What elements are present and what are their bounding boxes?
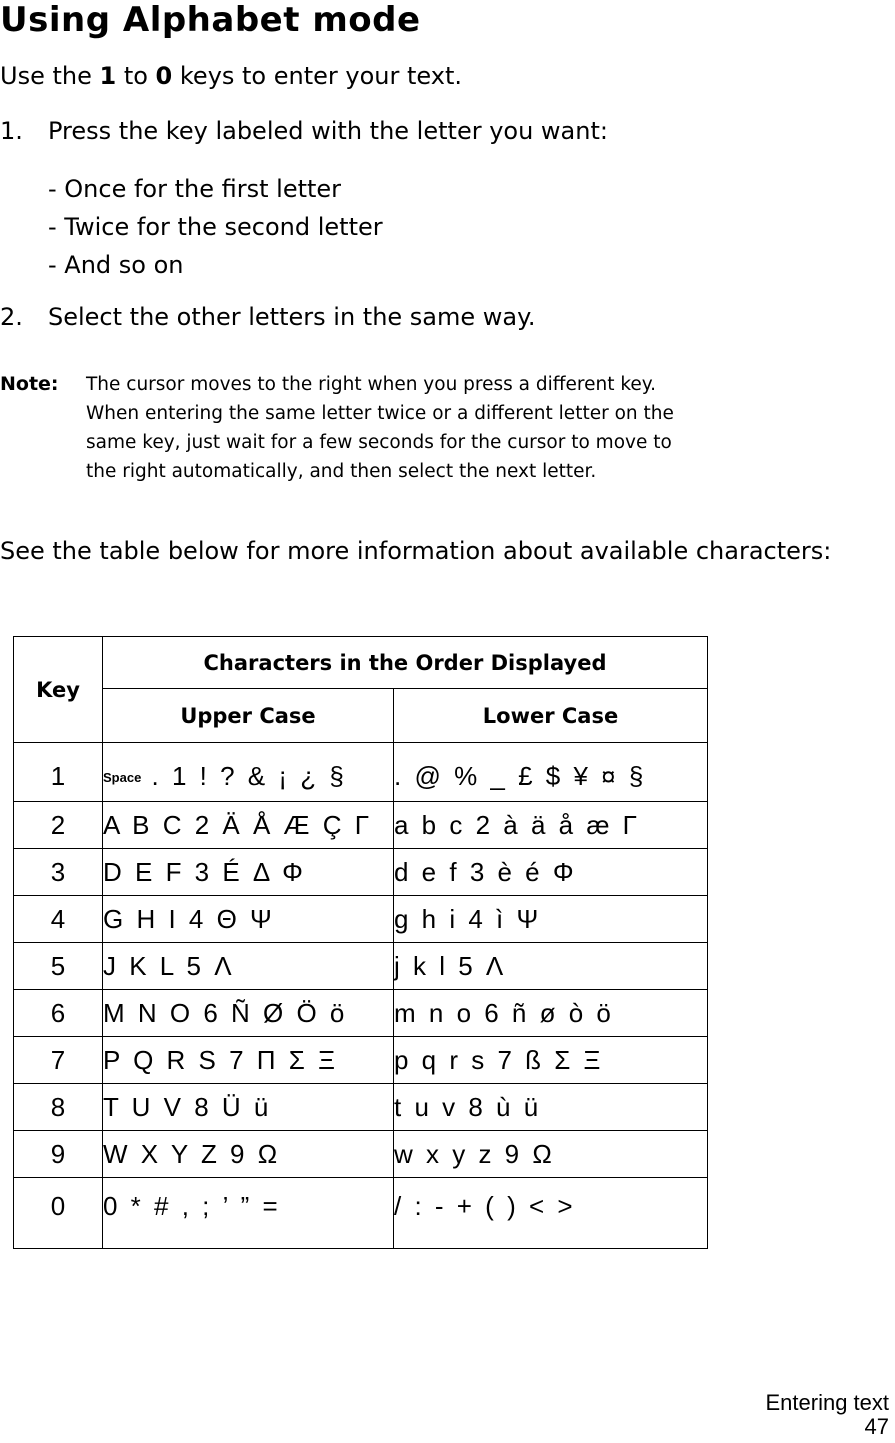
bullet-item: - And so on (48, 251, 184, 279)
table-row (14, 1178, 708, 1249)
upper-case-cell (103, 743, 394, 802)
key-cell: 8 (14, 1084, 103, 1131)
key-cell: 7 (14, 1037, 103, 1084)
key-cell: 6 (14, 990, 103, 1037)
lower-case-cell: . @ % _ £ $ ¥ ¤ § (394, 743, 708, 802)
key-cell: 0 (14, 1178, 103, 1249)
table-row (14, 943, 708, 990)
page-number: 47 (864, 1414, 889, 1439)
step-2 (0, 303, 536, 331)
lower-case-cell: / : - + ( ) < > (394, 1178, 708, 1249)
key-cell: 2 (14, 802, 103, 849)
page-footer (765, 1391, 889, 1439)
step-number: 1. (0, 117, 23, 145)
intro-mid: to (116, 62, 156, 90)
table-intro-text: See the table below for more information about available characters: (0, 537, 832, 565)
upper-case-header: Upper Case (103, 689, 394, 743)
bullet-item: - Twice for the second letter (48, 213, 383, 241)
table-row (14, 802, 708, 849)
upper-case-cell: A B C 2 Ä Å Æ Ç Γ (103, 802, 394, 849)
key-cell: 3 (14, 849, 103, 896)
page-title: Using Alphabet mode (0, 0, 421, 40)
key-column-header: Key (14, 637, 103, 743)
key-cell: 5 (14, 943, 103, 990)
table-row (14, 896, 708, 943)
upper-case-cell: T U V 8 Ü ü (103, 1084, 394, 1131)
lower-case-cell: p q r s 7 ß Σ Ξ (394, 1037, 708, 1084)
step-1 (0, 117, 608, 145)
upper-case-cell: W X Y Z 9 Ω (103, 1131, 394, 1178)
upper-case-cell: D E F 3 É Δ Φ (103, 849, 394, 896)
key-cell: 4 (14, 896, 103, 943)
lower-case-cell: g h i 4 ì Ψ (394, 896, 708, 943)
table-row (14, 1037, 708, 1084)
space-label: Space (103, 769, 142, 785)
table-row (14, 990, 708, 1037)
lower-case-cell: w x y z 9 Ω (394, 1131, 708, 1178)
note-line: When entering the same letter twice or a different letter on the (86, 403, 674, 424)
lower-case-cell: m n o 6 ñ ø ò ö (394, 990, 708, 1037)
upper-case-cell: J K L 5 Λ (103, 943, 394, 990)
step-number: 2. (0, 303, 23, 331)
note-line: the right automatically, and then select the next letter. (86, 461, 597, 482)
upper-case-cell: G H I 4 Θ Ψ (103, 896, 394, 943)
footer-section-title: Entering text (765, 1390, 889, 1415)
intro-text (0, 62, 462, 90)
note-line: The cursor moves to the right when you press a different key. (86, 374, 656, 395)
bullet-item: - Once for the first letter (48, 175, 342, 203)
lower-case-header: Lower Case (394, 689, 708, 743)
table-row (14, 743, 708, 802)
table-row (14, 849, 708, 896)
upper-case-cell: 0 * # , ; ’ ” = (103, 1178, 394, 1249)
note-line: same key, just wait for a few seconds for the cursor to move to (86, 432, 672, 453)
intro-pre: Use the (0, 62, 100, 90)
upper-case-chars: . 1 ! ? & ¡ ¿ § (151, 760, 347, 791)
key-cell: 9 (14, 1131, 103, 1178)
intro-post: keys to enter your text. (172, 62, 462, 90)
note-text (86, 370, 886, 486)
lower-case-cell: a b c 2 à ä å æ Γ (394, 802, 708, 849)
upper-case-cell: M N O 6 Ñ Ø Ö ö (103, 990, 394, 1037)
intro-key-0: 0 (155, 62, 173, 90)
table-row (14, 1084, 708, 1131)
character-table (13, 636, 708, 1249)
characters-group-header: Characters in the Order Displayed (103, 637, 708, 689)
table-row (14, 1131, 708, 1178)
lower-case-cell: t u v 8 ù ü (394, 1084, 708, 1131)
lower-case-cell: d e f 3 è é Φ (394, 849, 708, 896)
note-label: Note: (0, 373, 59, 395)
step-text: Press the key labeled with the letter you want: (48, 117, 608, 145)
upper-case-cell: P Q R S 7 Π Σ Ξ (103, 1037, 394, 1084)
key-cell: 1 (14, 743, 103, 802)
lower-case-cell: j k l 5 Λ (394, 943, 708, 990)
intro-key-1: 1 (99, 62, 117, 90)
step-text: Select the other letters in the same way. (48, 303, 536, 331)
